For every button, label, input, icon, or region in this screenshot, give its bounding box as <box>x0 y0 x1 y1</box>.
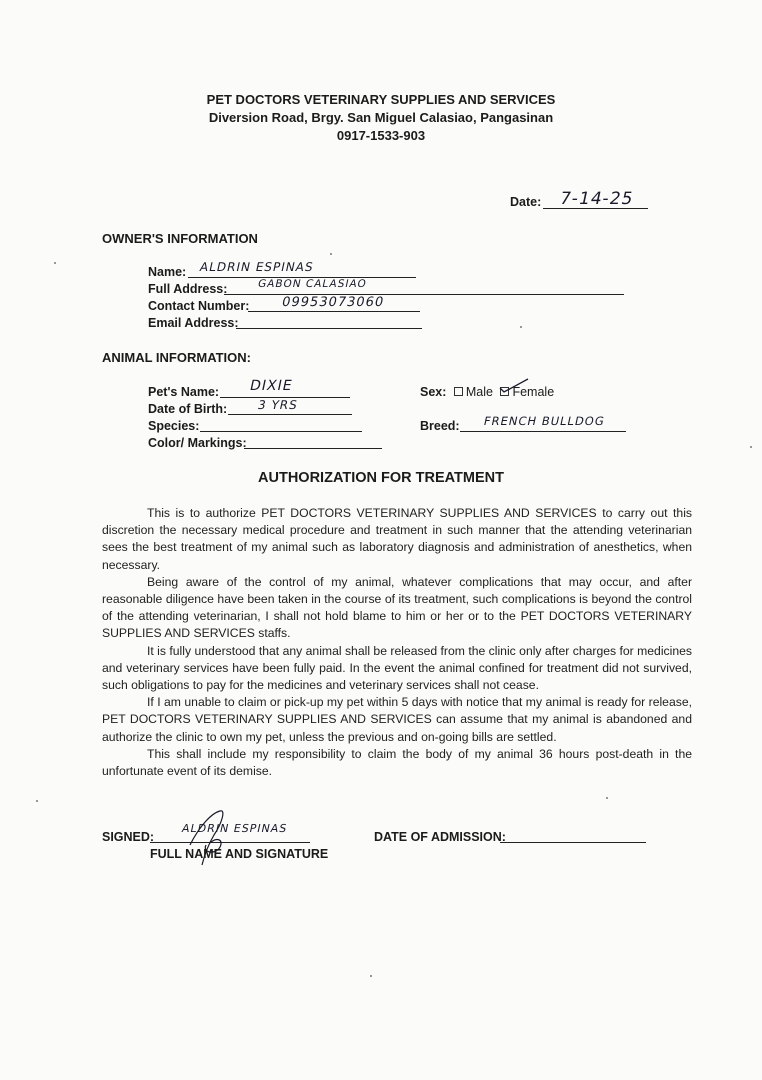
owner-address-value: GABON CALASIAO <box>256 278 368 290</box>
scan-speck <box>606 797 608 799</box>
scan-speck <box>750 446 752 448</box>
owner-heading: OWNER'S INFORMATION <box>102 231 258 246</box>
color-markings-line <box>244 448 382 449</box>
pet-name-value: DIXIE <box>248 378 295 394</box>
owner-contact-value: 09953073060 <box>280 295 386 310</box>
sex-field <box>420 385 554 399</box>
male-option-label: Male <box>465 385 493 399</box>
female-option-label: Female <box>512 385 555 399</box>
scan-speck <box>520 326 522 328</box>
company-address: Diversion Road, Brgy. San Miguel Calasiao, Pangasinan <box>208 110 554 125</box>
check-mark-icon <box>498 377 532 395</box>
dob-value: 3 YRS <box>256 398 300 412</box>
sex-label: Sex: <box>420 385 447 399</box>
company-name: PET DOCTORS VETERINARY SUPPLIES AND SERVICES <box>206 92 556 107</box>
owner-name-label: Name: <box>148 265 187 279</box>
scan-speck <box>330 253 332 255</box>
owner-email-line <box>236 328 422 329</box>
authorization-paragraph: This shall include my responsibility to claim the body of my animal 36 hours post-death in the unfortunate event of its demise. <box>102 746 692 779</box>
scan-speck <box>36 800 38 802</box>
scan-speck <box>370 975 372 977</box>
authorization-body <box>102 505 692 780</box>
signature-caption: FULL NAME AND SIGNATURE <box>150 847 329 861</box>
male-checkbox[interactable] <box>454 387 463 396</box>
signature-value: ALDRIN ESPINAS <box>180 822 289 835</box>
owner-address-label: Full Address: <box>148 282 228 296</box>
admission-date-label: DATE OF ADMISSION: <box>374 830 506 844</box>
dob-label: Date of Birth: <box>148 402 228 416</box>
admission-date-line <box>500 842 646 843</box>
pet-name-label: Pet's Name: <box>148 385 220 399</box>
date-label: Date: <box>510 195 542 209</box>
authorization-paragraph: Being aware of the control of my animal, whatever complications that may occur, and after reasonable diligence have been taken in the course of its treatment, such complications is beyond the control of the attending veterinarian, I shall not hold blame to him or her or to the PET DOCTORS VETERINARY SUPPLIES AND SERVICES staffs. <box>102 574 692 641</box>
dob-line <box>228 414 352 415</box>
owner-name-value: ALDRIN ESPINAS <box>198 260 316 274</box>
authorization-paragraph: If I am unable to claim or pick-up my pet within 5 days with notice that my animal is ready for release, PET DOCTORS VETERINARY SUPPLIES AND SERVICES can assume that my animal is abandoned and authorize the clinic to own my pet, unless the previous and on-going bills are settled. <box>102 695 692 744</box>
scan-speck <box>54 262 56 264</box>
date-value: 7-14-25 <box>557 189 636 209</box>
species-line <box>200 431 362 432</box>
breed-label: Breed: <box>420 419 460 433</box>
authorization-paragraph: This is to authorize PET DOCTORS VETERINARY SUPPLIES AND SERVICES to carry out this discretion the necessary medical procedure and treatment in such manner that the attending veterinarian sees the best treatment of my animal such as laboratory diagnosis and administration of anesthetics, when necessary. <box>102 506 692 572</box>
signed-label: SIGNED: <box>102 830 155 844</box>
species-label: Species: <box>148 419 200 433</box>
animal-heading: ANIMAL INFORMATION: <box>102 350 251 365</box>
owner-contact-line <box>248 311 420 312</box>
owner-contact-label: Contact Number: <box>148 299 250 313</box>
owner-email-label: Email Address: <box>148 316 239 330</box>
female-option <box>500 385 554 399</box>
breed-value: FRENCH BULLDOG <box>482 414 607 428</box>
authorization-title: AUTHORIZATION FOR TREATMENT <box>258 470 504 486</box>
breed-line <box>460 431 626 432</box>
company-phone: 0917-1533-903 <box>336 128 426 143</box>
authorization-paragraph: It is fully understood that any animal shall be released from the clinic only after charges for medicines and veterinary services have been fully paid. In the event the animal confined for treatment did not survived, such obligations to pay for the medicines and veterinary services shall not cease. <box>102 643 692 693</box>
signature-scribble-icon <box>180 805 250 873</box>
color-markings-label: Color/ Markings: <box>148 436 247 450</box>
